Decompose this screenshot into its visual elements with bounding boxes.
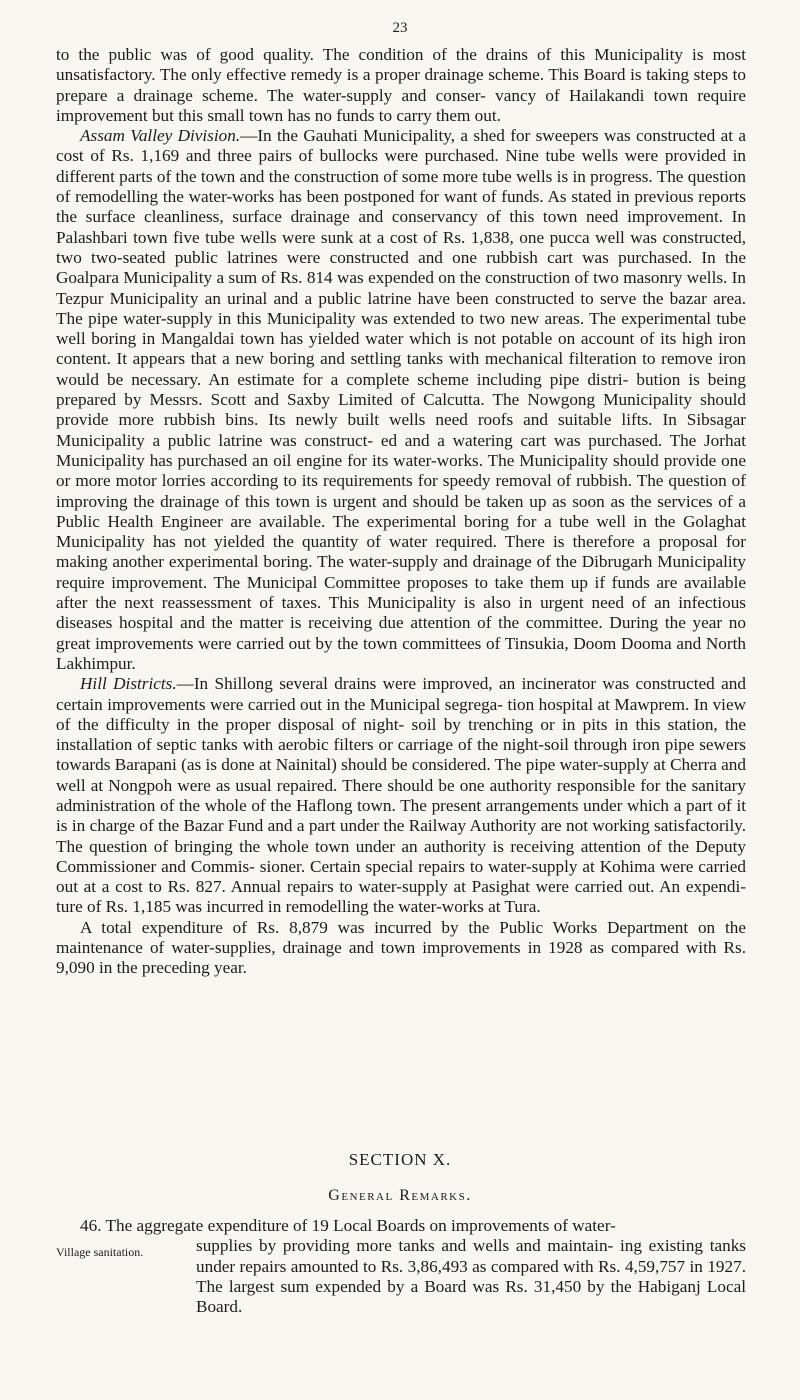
paragraph-text: —In Shillong several drains were improved, an incinerator was constructed and certain improvements were carried out in the Municipal segrega- tion hospital at Mawprem. In view of the difficulty in the proper disposal of night- soil by trenching or in pits in this station, the installation of septic tanks with aerobic filters or carriage of the night-soil through iron pipe sewers towards Barapani (as is done at Nainital) should be considered. The pipe water-supply at Cherra and well at Nongpoh were as usual repaired. There should be one authority responsible for the sanitary administration of the whole of the Haflong town. The present arrangements under which a part of it is in charge of the Bazar Fund and a part under the Railway Authority are not working satisfactorily. The question of bringing the whole town under an authority is receiving attention of the Deputy Commissioner and Commis- sioner. Certain special repairs to water-supply at Kohima were carried out at a cost to Rs. 827. Annual repairs to water-supply at Pasighat were carried out. An expendi- ture of Rs. 1,185 was incurred in remodelling the water-works at Tura.: [56, 674, 746, 917]
body-text: [56, 45, 746, 979]
paragraph-hailakandi: [56, 45, 746, 126]
paragraph-46-wrap: [56, 1236, 746, 1317]
paragraph-text: to the public was of good quality. The condition of the drains of this Municipality is most unsatisfactory. The only effective remedy is a proper drainage scheme. This Board is taking steps to prepare a drainage scheme. The water-supply and conser- vancy of Hailakandi town require improvement but this small town has no funds to carry them out.: [56, 45, 746, 125]
paragraph-hill-districts: [56, 674, 746, 918]
paragraph-pwd-total: [56, 918, 746, 979]
paragraph-46: [56, 1216, 746, 1317]
paragraph-text: A total expenditure of Rs. 8,879 was incurred by the Public Works Department on the maintenance of water-supplies, drainage and town improvements in 1928 as compared with Rs. 9,090 in the preceding year.: [56, 917, 746, 978]
margin-note: Village sanitation.: [56, 1245, 144, 1260]
paragraph-assam-valley: [56, 126, 746, 674]
paragraph-46-first-line: 46. The aggregate expenditure of 19 Local Boards on improvements of water-: [80, 1216, 616, 1235]
division-heading: Assam Valley Division.: [80, 126, 241, 146]
page-number: 23: [392, 20, 408, 36]
paragraph-46-rest: supplies by providing more tanks and wells and maintain- ing existing tanks under repairs amounted to Rs. 3,86,493 as compared with Rs. 4,59,757 in 1927. The largest sum expended by a Board was Rs. 31,450 by the Habiganj Local Board.: [196, 1236, 746, 1317]
section-subtitle: General Remarks.: [328, 1187, 472, 1204]
section-title: SECTION X.: [348, 1150, 452, 1169]
paragraph-text: —In the Gauhati Municipality, a shed for sweepers was constructed at a cost of Rs. 1,169 and three pairs of bullocks were purchased. Nine tube wells were provided in different parts of the town and the construction of some more tube wells is in progress. The question of remodelling the water-works has been postponed for want of funds. As stated in previous reports the surface cleanliness, surface drainage and conservancy of this town need improvement. In Palashbari town five tube wells were sunk at a cost of Rs. 1,838, one pucca well was constructed, two two-seated public latrines were constructed and one rubbish cart was purchased. In the Goalpara Municipality a sum of Rs. 814 was expended on the construction of two masonry wells. In Tezpur Municipality an urinal and a public latrine have been constructed to serve the bazar area. The pipe water-supply in this Municipality was extended to two new areas. The experimental tube well boring in Mangaldai town has yielded water which is not potable on account of its high iron content. It appears that a new boring and settling tanks with mechanical filteration to remove iron would be necessary. An estimate for a complete scheme including pipe distri- bution is being prepared by Messrs. Scott and Saxby Limited of Calcutta. The Nowgong Municipality should provide more rubbish bins. Its newly built wells need roofs and suitable lifts. In Sibsagar Municipality a public latrine was construct- ed and a watering cart was purchased. The Jorhat Municipality has purchased an oil engine for its water-works. The Municipality should provide one or more motor lorries according to its requirements for speedy removal of rubbish. The question of improving the drainage of this town is urgent and should be taken up as soon as the services of a Public Health Engineer are available. The experimental boring for a tube well in the Golaghat Municipality has not yielded the quantity of water required. There is therefore a proposal for making another experimental boring. The water-supply and drainage of the Dibrugarh Municipality require improvement. The Municipal Committee proposes to take them up if funds are available after the next reassessment of taxes. This Municipality is also in urgent need of an infectious diseases hospital and the matter is receiving due attention of the committee. During the year no great improvements were carried out by the town committees of Tinsukia, Doom Dooma and North Lakhimpur.: [56, 126, 746, 673]
division-heading: Hill Districts.: [80, 674, 177, 694]
